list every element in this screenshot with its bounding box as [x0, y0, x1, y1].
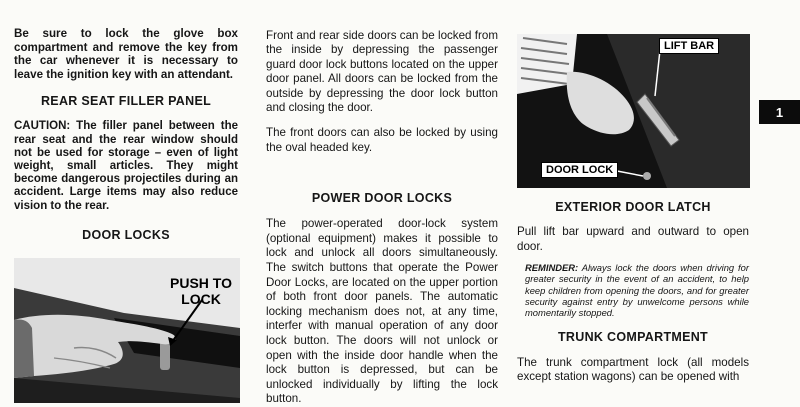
door-lock-label: DOOR LOCK — [541, 162, 618, 178]
trunk-compartment-heading: TRUNK COMPARTMENT — [558, 329, 708, 344]
push-to-lock-label: PUSH TO LOCK — [170, 275, 232, 307]
power-door-locks-heading: POWER DOOR LOCKS — [311, 191, 453, 206]
power-door-locks-text: The power-operated door-lock system (optional equipment) makes it possible to lock and unlock all doors simultaneously. The switch buttons that operate the Power Door Locks, are located on the upper portion of both front door panels. The automatic locking mechanism does not, at any time, interfer with manual operation of any door lock button. The doors will not unlock or open with the inside door handle when the lock button is depressed, but can be unlocked individually by lifting the lock button. — [266, 217, 498, 406]
rear-seat-filler-heading: REAR SEAT FILLER PANEL — [40, 94, 212, 109]
exterior-door-latch-heading: EXTERIOR DOOR LATCH — [555, 200, 711, 214]
caution-text: CAUTION: The filler panel between the rear seat and the rear window should not be used for storage – even of light weight, small articles. They might become dangerous projectiles during an accident. Large items may also reduce vision to the rear. — [14, 120, 238, 212]
column-left — [14, 0, 238, 242]
section-tab: 1 — [759, 100, 800, 124]
exterior-latch-photo — [517, 34, 750, 188]
column-middle — [266, 0, 498, 407]
lift-bar-label: LIFT BAR — [659, 38, 719, 54]
reminder-note — [525, 262, 749, 318]
exterior-door-latch-text: Pull lift bar upward and outward to open door. — [517, 225, 749, 253]
trunk-compartment-text: The trunk compartment lock (all models except station wagons) can be opened with — [517, 355, 749, 384]
column-right — [517, 196, 749, 385]
reminder-text: Always lock the doors when driving for greater security in the event of an accident, to help keep children from opening the doors, and for greater security against entry by unwelcome persons while momentarily stopped. — [525, 262, 749, 319]
oval-key-text: The front doors can also be locked by using the oval headed key. — [266, 126, 498, 154]
reminder-lead: REMINDER: — [525, 262, 579, 274]
door-lock-button-photo — [14, 258, 240, 403]
door-locks-heading: DOOR LOCKS — [82, 227, 170, 242]
glove-box-note: Be sure to lock the glove box compartment and remove the key from the car whenever it is necessary to leave the ignition key with an attendant. — [14, 27, 238, 81]
side-doors-text: Front and rear side doors can be locked from the inside by depressing the passenger guard door lock buttons located on the upper door panel. All doors can be locked from the outside by depressing the door lock button and closing the door. — [266, 29, 498, 115]
